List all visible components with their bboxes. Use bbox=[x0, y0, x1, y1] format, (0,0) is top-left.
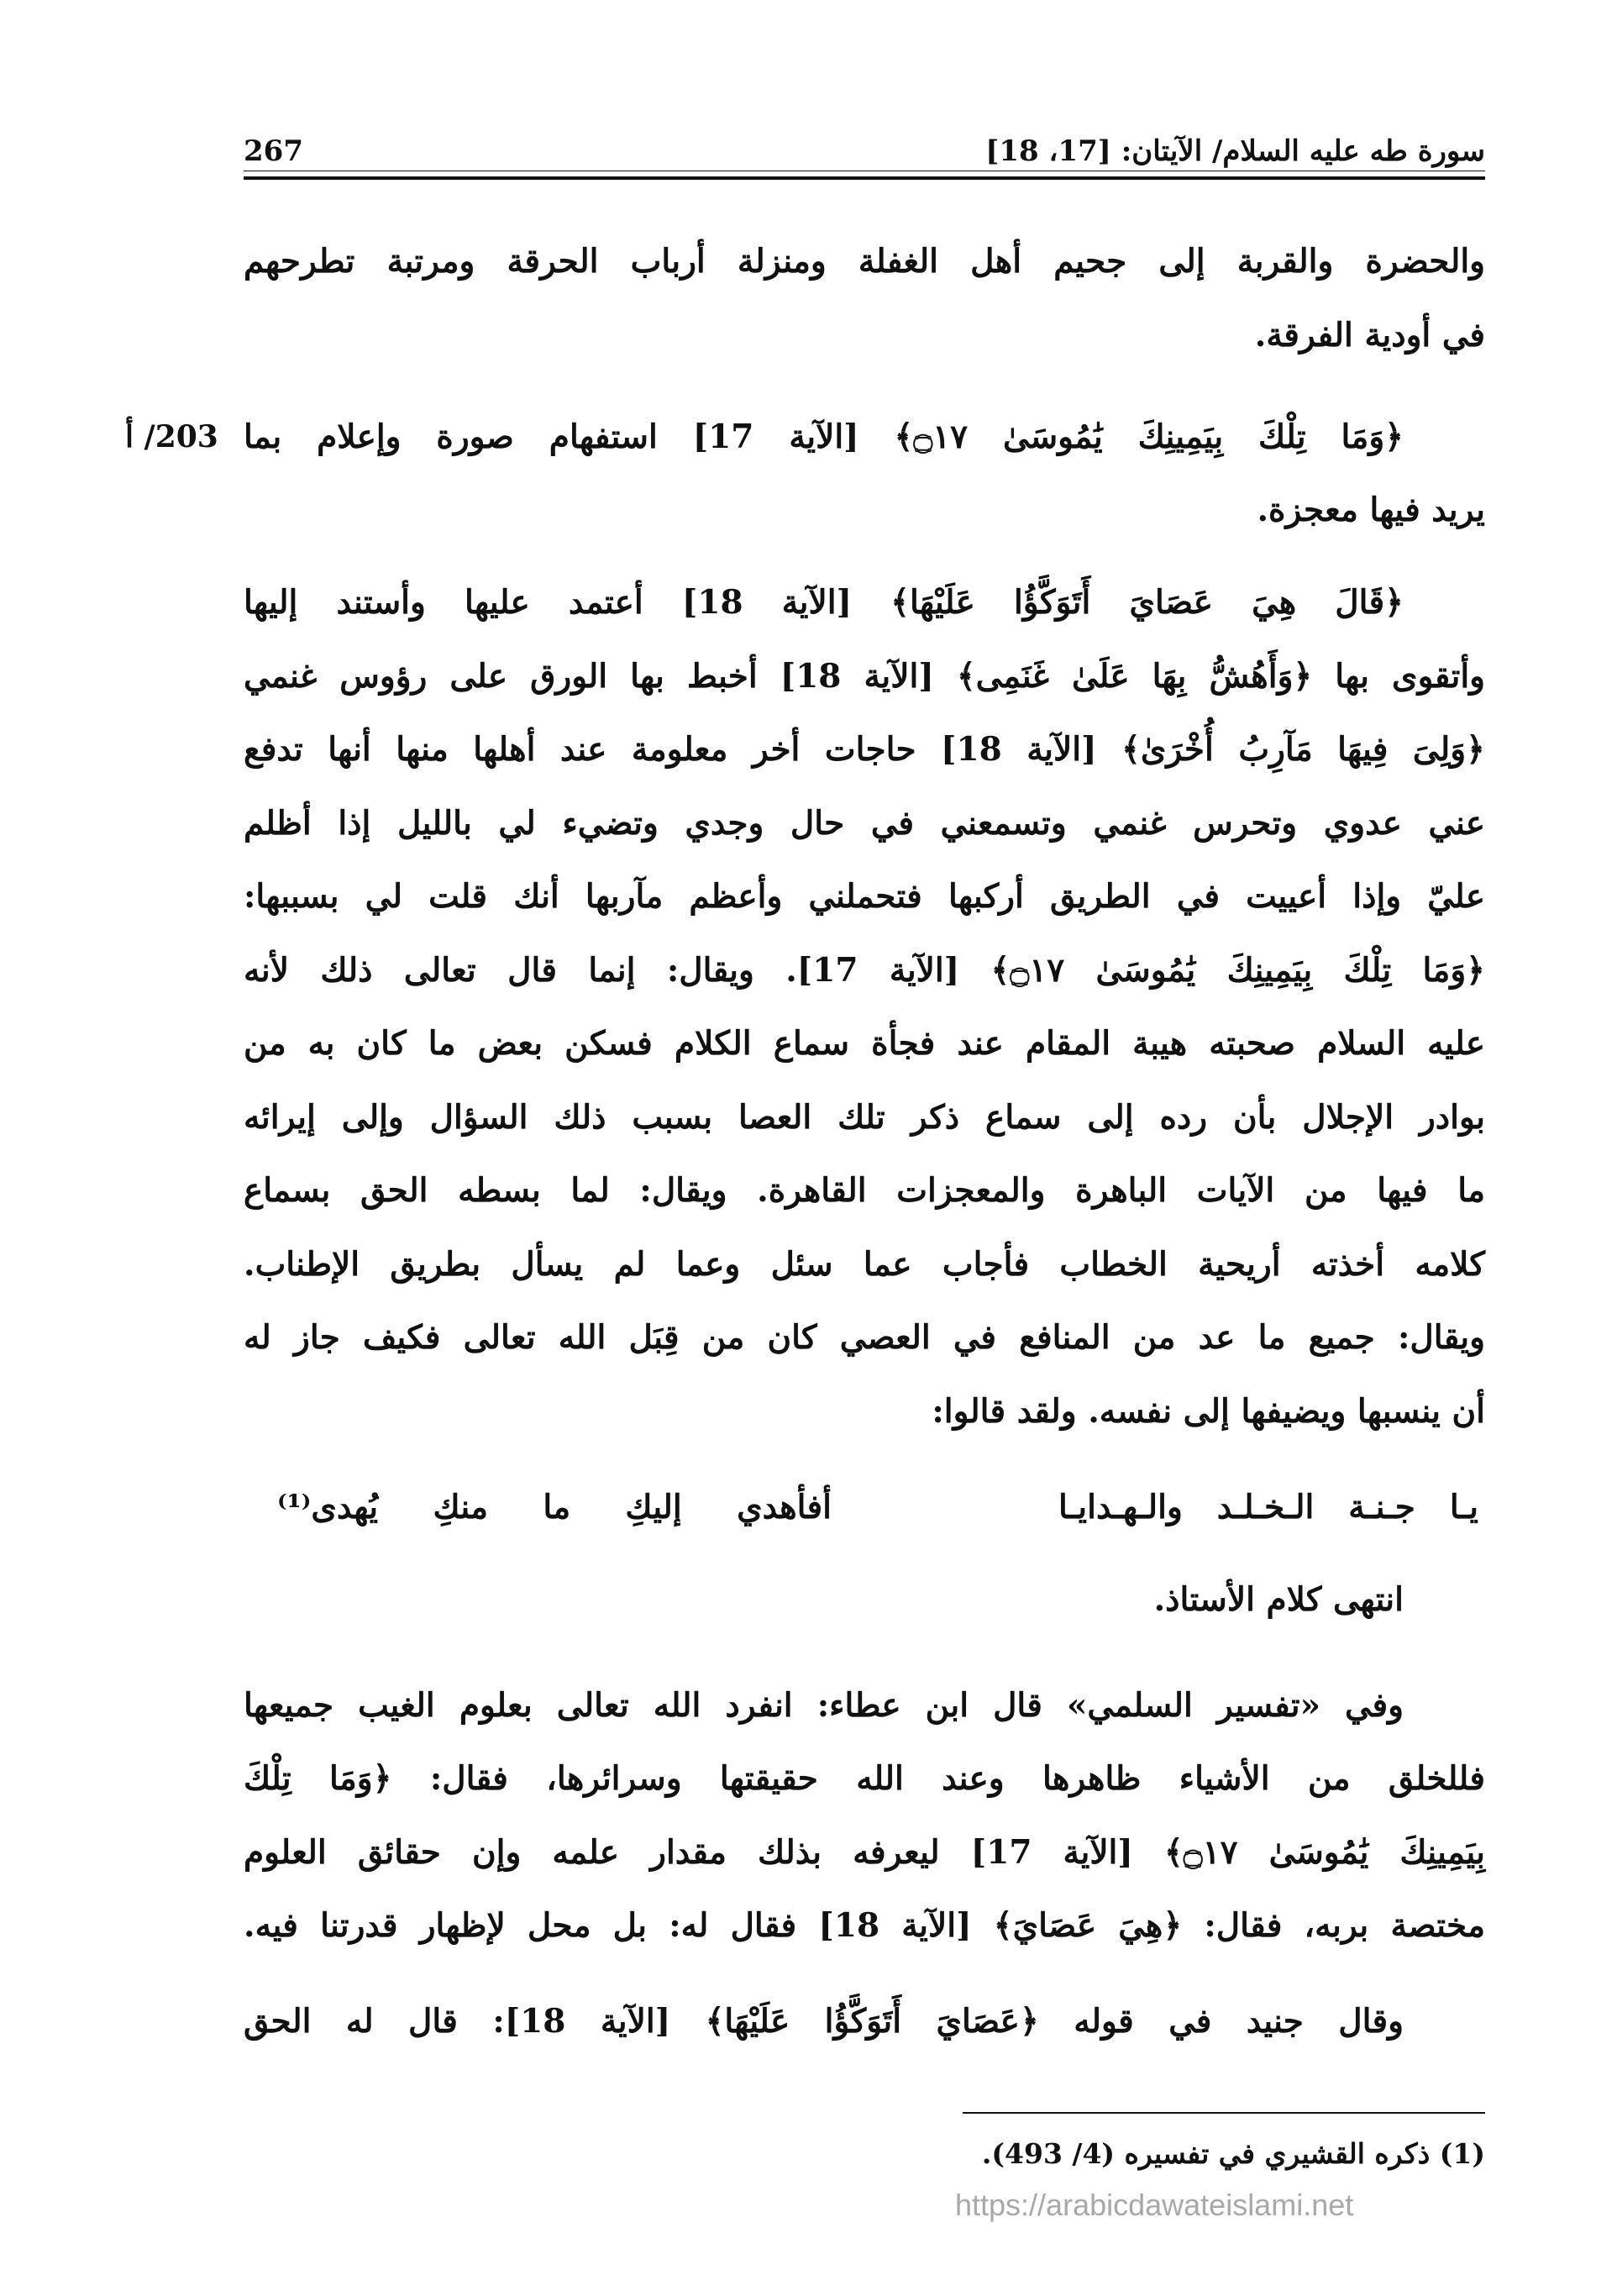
text-line: ما فيها من الآيات الباهرة والمعجزات القاهرة. ويقال: لما بسطه الحق بسماع bbox=[244, 1171, 1485, 1210]
text-line: بِيَمِينِكَ يَٰمُوسَىٰ ۝١٧﴾ [الآية 17] ليعرفه بذلك مقدار علمه وإن حقائق العلوم bbox=[244, 1833, 1486, 1872]
text-line: ويقال: جميع ما عد من المنافع في العصي كان من قِبَل الله تعالى فكيف جاز له bbox=[244, 1318, 1485, 1357]
text-line: في أودية الفرقة. bbox=[1254, 316, 1485, 355]
text-line: فللخلق من الأشياء ظاهرها وعند الله حقيقتها وسرائرها، فقال: ﴿وَمَا تِلْكَ bbox=[244, 1759, 1485, 1798]
text-line: عني عدوي وتحرس غنمي وتسمعني في حال وجدي وتضيء لي بالليل إذا أظلم bbox=[244, 804, 1485, 843]
margin-folio-note: 203/ أ bbox=[125, 419, 218, 454]
text-line: مختصة بربه، فقال: ﴿هِيَ عَصَايَ﴾ [الآية 18] فقال له: بل محل لإظهار قدرتنا فيه. bbox=[244, 1906, 1486, 1945]
text-line: بوادر الإجلال بأن رده إلى سماع ذكر تلك العصا بسبب ذلك السؤال وإلى إيرائه bbox=[244, 1098, 1485, 1137]
text-line: ﴿وَلِىَ فِيهَا مَآرِبُ أُخْرَىٰ﴾ [الآية 18] حاجات أخر معلومة عند أهلها منها أنها تدفع bbox=[244, 730, 1485, 769]
text-line: وأتقوى بها ﴿وَأَهُشُّ بِهَا عَلَىٰ غَنَمِى﴾ [الآية 18] أخبط بها الورق على رؤوس غنمي bbox=[244, 657, 1485, 696]
text-line: يريد فيها معجزة. bbox=[1257, 491, 1485, 529]
text-line: ﴿قَالَ هِيَ عَصَايَ أَتَوَكَّؤُا عَلَيْهَا﴾ [الآية 18] أعتمد عليها وأستند إليها bbox=[244, 583, 1404, 622]
text-line: انتهى كلام الأستاذ. bbox=[1153, 1580, 1404, 1619]
footnote-separator bbox=[963, 2112, 1485, 2114]
footnote: (1) ذكره القشيري في تفسيره (4/ 493). bbox=[981, 2137, 1485, 2170]
text-line: وقال جنيد في قوله ﴿عَصَايَ أَتَوَكَّؤُا عَلَيْهَا﴾ [الآية 18]: قال له الحق bbox=[244, 2002, 1404, 2041]
poem-second-hemistich: أفأهدي إليكِ ما منكِ يُهدى⁽¹⁾ bbox=[277, 1488, 832, 1526]
text-line: كلامه أخذته أريحية الخطاب فأجاب عما سئل وعما لم يسأل بطريق الإطناب. bbox=[244, 1245, 1485, 1284]
page-number: 267 bbox=[244, 134, 303, 168]
poem-first-hemistich: يـا جـنـة الـخـلـد والـهـدايـا bbox=[1058, 1488, 1478, 1526]
running-header-title: سورة طه عليه السلام/ الآيتان: [17، 18] bbox=[985, 134, 1485, 168]
text-line: أن ينسبها ويضيفها إلى نفسه. ولقد قالوا: bbox=[932, 1392, 1485, 1431]
watermark-url: https://arabicdawateislami.net bbox=[955, 2188, 1354, 2222]
text-line: وفي «تفسير السلمي» قال ابن عطاء: انفرد الله تعالى بعلوم الغيب جميعها bbox=[244, 1686, 1404, 1725]
text-line: والحضرة والقربة إلى جحيم أهل الغفلة ومنزلة أرباب الحرقة ومرتبة تطرحهم bbox=[244, 242, 1485, 281]
text-line: عليه السلام صحبته هيبة المقام عند فجأة سماع الكلام فسكن بعض ما كان به من bbox=[244, 1024, 1485, 1063]
header-rule bbox=[244, 176, 1485, 180]
text-line: ﴿وَمَا تِلْكَ بِيَمِينِكَ يَٰمُوسَىٰ ۝١٧﴾ [الآية 17] استفهام صورة وإعلام بما bbox=[244, 418, 1404, 456]
text-line: ﴿وَمَا تِلْكَ بِيَمِينِكَ يَٰمُوسَىٰ ۝١٧﴾ [الآية 17]. ويقال: إنما قال تعالى ذلك لأنه bbox=[244, 951, 1486, 990]
text-line: عليّ وإذا أعييت في الطريق أركبها فتحملني وأعظم مآربها أنك قلت لي بسببها: bbox=[244, 877, 1485, 916]
